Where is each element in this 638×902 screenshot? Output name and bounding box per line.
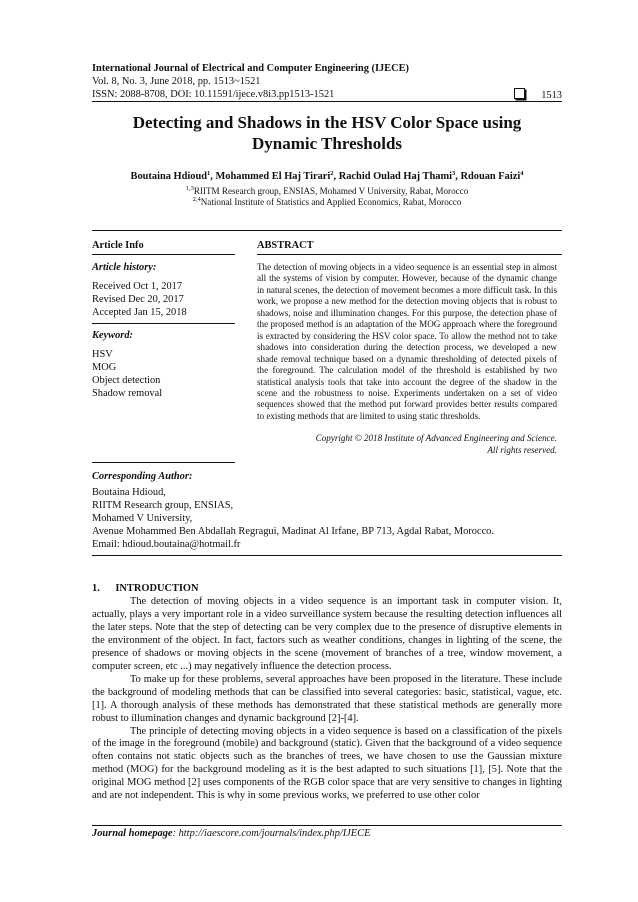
page-indicator: [514, 88, 562, 102]
author-name: Mohammed El Haj Tirari: [215, 171, 331, 182]
abstract-rule: [257, 254, 562, 255]
keyword-heading: Keyword:: [92, 330, 133, 341]
page-number: 1513: [541, 90, 562, 101]
corresponding-details: [92, 487, 562, 552]
issn-row: [92, 88, 562, 102]
info-rule: [92, 254, 235, 255]
accepted-date: Accepted Jan 15, 2018: [92, 307, 187, 318]
corr-line: Boutaina Hdioud,: [92, 487, 166, 498]
intro-paragraph: The principle of detecting moving objects in a video sequence is based on a classification of the pixels of the image in the foreground (mobile) and background (static). Given that the background of a video sequence often contains not static objects such as the branches of trees, we have chosen to use the Gaussian mixture method (MOG) for the background modeling as it is the best adapted to such situations [1], [5]. Note that the original MOG method [2] uses components of the RGB color space that are very sensitive to changes in lighting and are not independent. This is why in some previous works, we preferred to use other color: [92, 725, 562, 802]
footer-rule: [92, 825, 562, 826]
homepage-label: Journal homepage: [92, 828, 173, 839]
author-list: Boutaina Hdioud$^1$, Mohammed El Haj Tirari$^2$, Rachid Oulad Haj Thami$^3$, Rdouan Faizi$^4$: [130, 170, 524, 182]
keyword-item: MOG: [92, 362, 117, 373]
abstract-heading: ABSTRACT: [257, 240, 314, 251]
title-line-1: Detecting and Shadows in the HSV Color Space using: [132, 113, 522, 132]
corr-line: Mohamed V University,: [92, 512, 193, 524]
intro-paragraph: To make up for these problems, several approaches have been proposed in the literature. These include the background of modeling methods that can be classified into several categories: basic, statistical, vague, etc. [1]. A thorough analysis of these methods has demonstrated that these statistical methods are generally more robust to illumination changes and dynamic background [2]-[4].: [92, 673, 562, 724]
keyword-item: Shadow removal: [92, 388, 163, 399]
introduction-body: [92, 596, 562, 803]
info-bottom-rule: [92, 555, 562, 556]
keyword-item: Object detection: [92, 375, 161, 386]
journal-footer: [92, 828, 370, 839]
abstract-body: The detection of moving objects in a video sequence is an essential step in almost all the systems of vision by computer. However, because of the dynamic change in natural scenes, the detection of movement becomes a more difficult task. In this work, we propose a new method for the detection moving objects that is robust to shadows, noise and illumination changes. For this purpose, the detection phase of the proposed method is an adaptation of the MOG approach where the foreground is extracted by considering the HSV color space. To allow the method not to take shadows into consideration during the detection process, we developed a new shade removal technique based on a dynamic thresholding of detected pixels of the foreground. The calculation model of the threshold is established by two statistical analysis tools that take into account the degree of the shadow in the scene and the robustness to noise. Experiments undertaken on a set of video sequences showed that the method put forward provides better results compared to existing methods that are limited to using static thresholds.: [257, 262, 557, 421]
corresponding-rule: [92, 462, 235, 463]
journal-title: International Journal of Electrical and Computer Engineering (IJECE): [92, 63, 410, 74]
corresponding-heading: Corresponding Author:: [92, 471, 193, 482]
revised-date: Revised Dec 20, 2017: [92, 294, 184, 305]
paper-title: [92, 112, 562, 154]
article-info-heading: Article Info: [92, 240, 144, 251]
corr-email: Email: hdioud.boutaina@hotmail.fr: [92, 538, 241, 550]
title-line-2: Dynamic Thresholds: [251, 134, 403, 153]
copyright-notice: Copyright © 2018 Institute of Advanced Engineering and Science. All rights reserved.: [315, 433, 557, 455]
intro-paragraph: The detection of moving objects in a video sequence is an important task in computer vision. It, actually, plays a very important role in a video surveillance system because the resulting detection influences all the later steps. Note that the step of detecting can be very complex due to the presence of disruptive elements in the environment of the object. In fact, factors such as weather conditions, changes in lighting of the scene, the presence of shadows or moving objects in the scene (movement of branches of a tree, window movement, a computer screen, etc ...) may negatively influence the detection process.: [92, 596, 562, 672]
issn-doi: ISSN: 2088-8708, DOI: 10.11591/ijece.v8i3.pp1513-1521: [92, 89, 335, 100]
header-rule: [92, 101, 562, 102]
author-name: Rdouan Faizi: [460, 171, 521, 182]
keyword-item: HSV: [92, 349, 113, 360]
keyword-rule: [92, 323, 235, 324]
volume-info: Vol. 8, No. 3, June 2018, pp. 1513~1521: [92, 76, 261, 87]
corr-line: Avenue Mohammed Ben Abdallah Regragui, Madinat Al Irfane, BP 713, Agdal Rabat, Morocco.: [92, 525, 494, 537]
author-name: Boutaina Hdioud: [130, 171, 208, 182]
homepage-link[interactable]: : http://iaescore.com/journals/index.php/IJECE: [172, 828, 371, 839]
info-top-rule: [92, 230, 562, 231]
article-history-heading: Article history:: [92, 262, 157, 273]
corr-line: RIITM Research group, ENSIAS,: [92, 499, 234, 511]
page-box-icon: [514, 88, 525, 99]
affiliation-1: $^{1,3}$RIITM Research group, ENSIAS, Mohamed V University, Rabat, Morocco: [185, 185, 469, 196]
affiliation-2: $^{2,4}$National Institute of Statistics and Applied Economics, Rabat, Morocco: [192, 196, 462, 207]
author-name: Rachid Oulad Haj Thami: [338, 171, 453, 182]
received-date: Received Oct 1, 2017: [92, 281, 183, 292]
section-heading-introduction: 1. INTRODUCTION: [92, 583, 199, 594]
journal-header: [92, 62, 562, 102]
